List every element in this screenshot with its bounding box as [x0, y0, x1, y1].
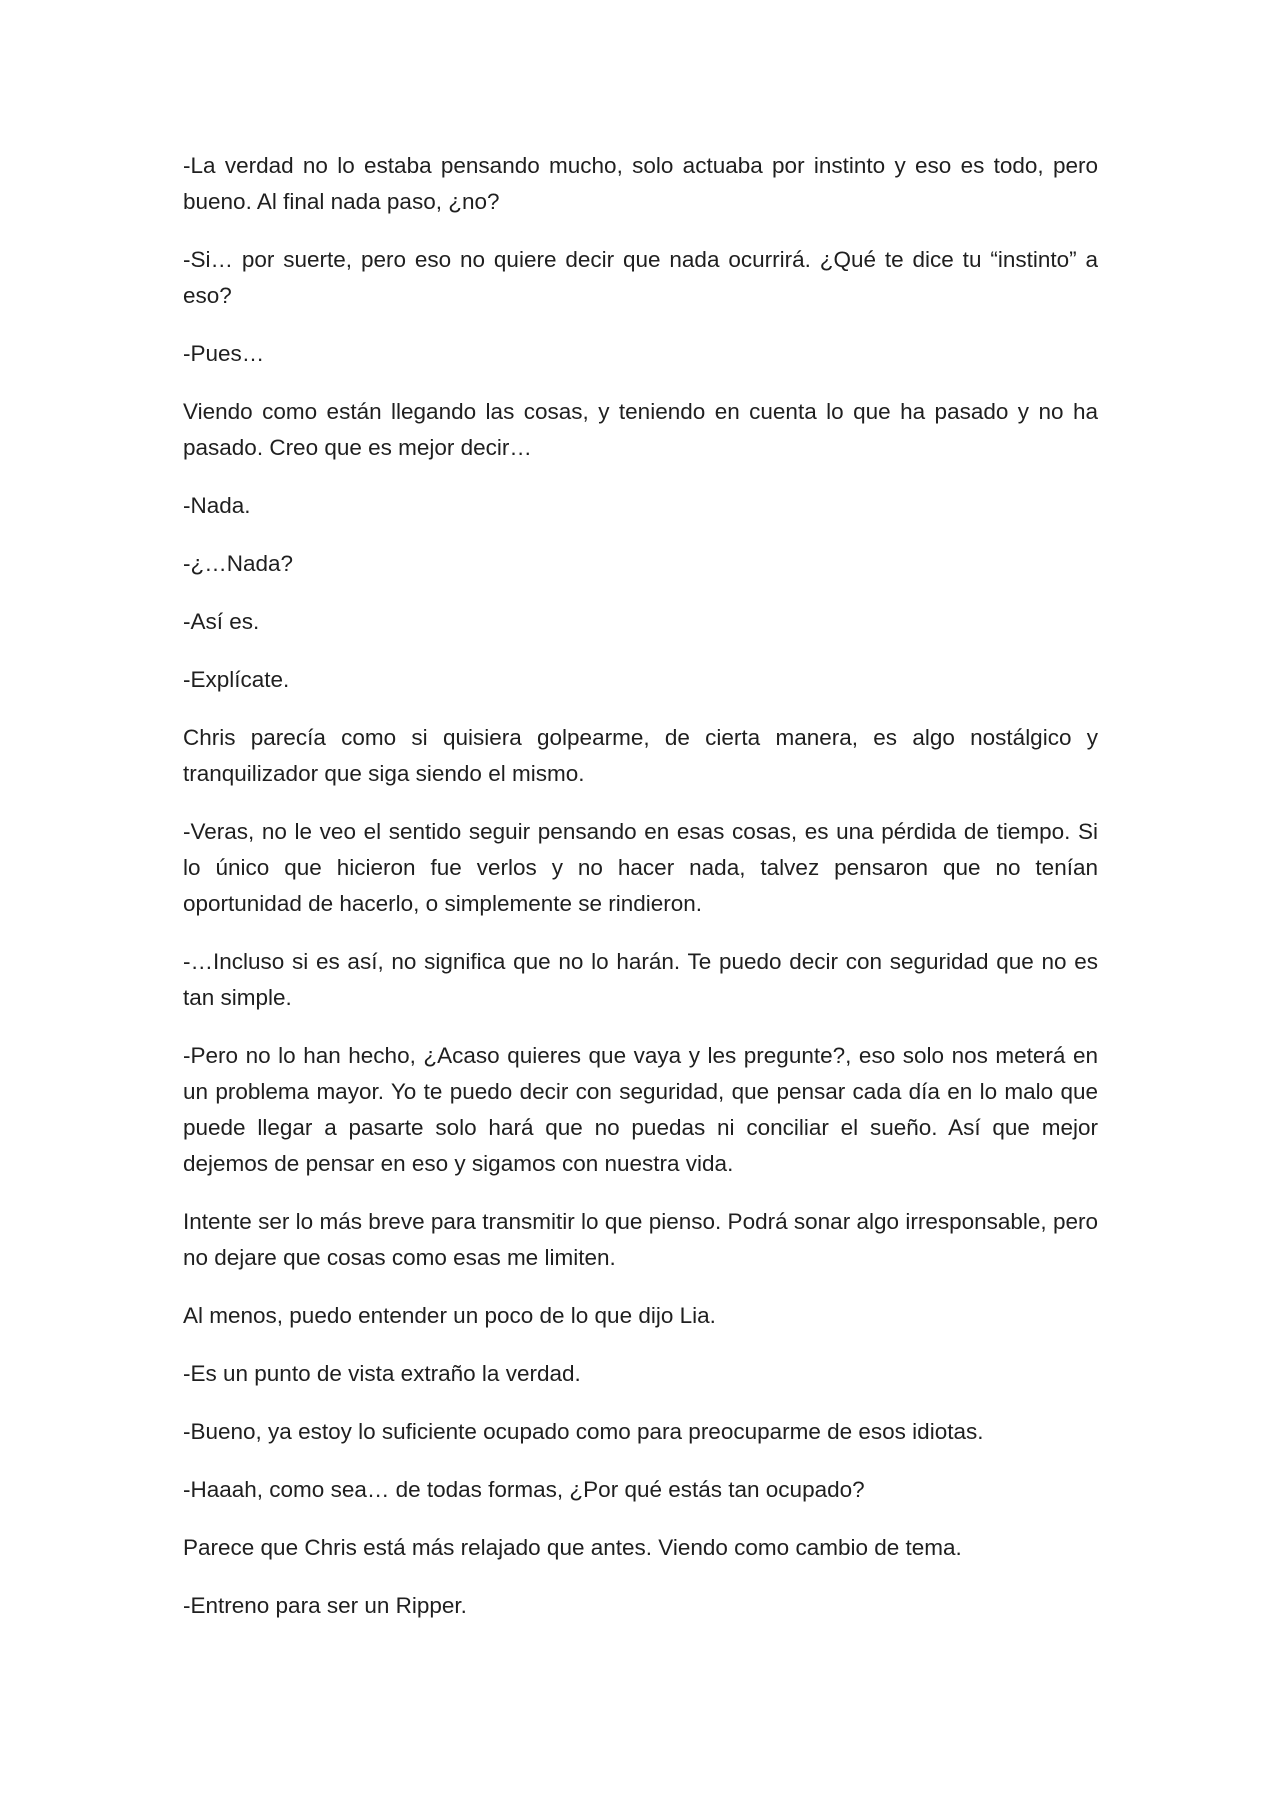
- paragraph: Al menos, puedo entender un poco de lo que dijo Lia.: [183, 1303, 716, 1328]
- paragraph: -Si… por suerte, pero eso no quiere decir que nada ocurrirá. ¿Qué te dice tu “instinto” a eso?: [183, 247, 1098, 308]
- paragraph: -Pues…: [183, 341, 265, 366]
- paragraph: -Veras, no le veo el sentido seguir pensando en esas cosas, es una pérdida de tiempo. Si lo único que hicieron fue verlos y no hacer nada, talvez pensaron que no tenían oportunidad de hacerlo, o simplemente se rindieron.: [183, 819, 1098, 916]
- paragraph: -Nada.: [183, 493, 251, 518]
- paragraph: Chris parecía como si quisiera golpearme, de cierta manera, es algo nostálgico y tranquilizador que siga siendo el mismo.: [183, 725, 1098, 786]
- paragraph: -…Incluso si es así, no significa que no lo harán. Te puedo decir con seguridad que no es tan simple.: [183, 949, 1098, 1010]
- paragraph: -La verdad no lo estaba pensando mucho, solo actuaba por instinto y eso es todo, pero bueno. Al final nada paso, ¿no?: [183, 153, 1098, 214]
- paragraph: -Entreno para ser un Ripper.: [183, 1593, 467, 1618]
- paragraph: -Explícate.: [183, 667, 290, 692]
- paragraph: -Pero no lo han hecho, ¿Acaso quieres que vaya y les pregunte?, eso solo nos meterá en un problema mayor. Yo te puedo decir con seguridad, que pensar cada día en lo malo que puede llegar a pasarte solo hará que no puedas ni conciliar el sueño. Así que mejor dejemos de pensar en eso y sigamos con nuestra vida.: [183, 1043, 1098, 1176]
- paragraph: -Haaah, como sea… de todas formas, ¿Por qué estás tan ocupado?: [183, 1477, 865, 1502]
- paragraph: Parece que Chris está más relajado que antes. Viendo como cambio de tema.: [183, 1535, 962, 1560]
- paragraph: Viendo como están llegando las cosas, y teniendo en cuenta lo que ha pasado y no ha pasado. Creo que es mejor decir…: [183, 399, 1098, 460]
- paragraph: -Es un punto de vista extraño la verdad.: [183, 1361, 581, 1386]
- paragraph: -Así es.: [183, 609, 260, 634]
- paragraph: -¿…Nada?: [183, 551, 294, 576]
- paragraph: -Bueno, ya estoy lo suficiente ocupado como para preocuparme de esos idiotas.: [183, 1419, 984, 1444]
- paragraph: Intente ser lo más breve para transmitir lo que pienso. Podrá sonar algo irresponsable, pero no dejare que cosas como esas me limiten.: [183, 1209, 1098, 1270]
- document-body: [183, 148, 1098, 1646]
